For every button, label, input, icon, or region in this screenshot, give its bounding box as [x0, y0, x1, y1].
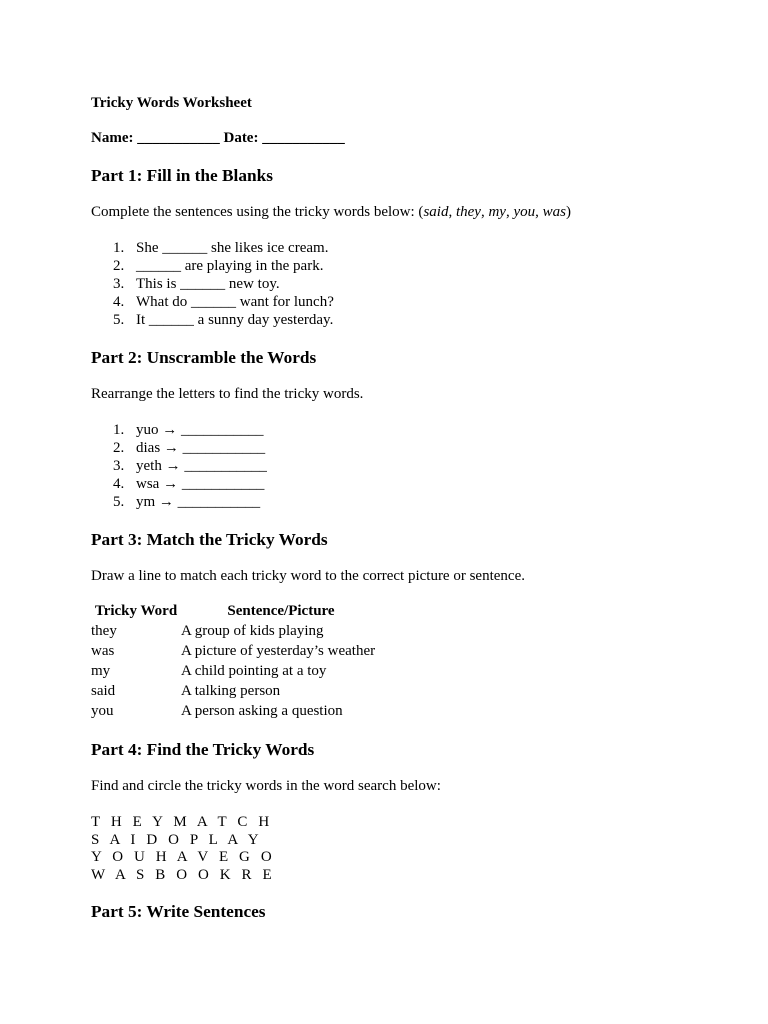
- word-search-row: T H E Y M A T C H: [91, 814, 273, 830]
- word-search-grid: [91, 813, 768, 883]
- scramble-text: yuo → ___________: [136, 422, 264, 438]
- tricky-word-cell: was: [91, 643, 115, 659]
- item-number: 3.: [113, 276, 125, 292]
- scramble-text: dias → ___________: [136, 440, 266, 456]
- list-item: [91, 439, 768, 457]
- list-item: [91, 475, 768, 493]
- tricky-word-cell: you: [91, 703, 114, 719]
- part5-heading: Part 5: Write Sentences: [91, 902, 266, 921]
- part4-instruction: Find and circle the tricky words in the word search below:: [91, 778, 441, 794]
- table-row: [91, 642, 381, 662]
- list-item: [91, 311, 768, 329]
- item-number: 1.: [113, 422, 125, 438]
- scramble-text: ym → ___________: [136, 494, 261, 510]
- part1-heading: Part 1: Fill in the Blanks: [91, 166, 273, 185]
- part2-unscramble-list: [91, 421, 768, 511]
- part2-instruction: Rearrange the letters to find the tricky words.: [91, 386, 364, 402]
- item-number: 5.: [113, 312, 125, 328]
- part1-instruction: Complete the sentences using the tricky words below: (said, they, my, you, was): [91, 204, 571, 220]
- word-my: my: [488, 204, 506, 220]
- word-you: you: [513, 204, 536, 220]
- table-header-row: [91, 602, 381, 622]
- sentence-cell: A talking person: [181, 683, 281, 699]
- match-table: [91, 602, 381, 722]
- item-number: 3.: [113, 458, 125, 474]
- list-item: [91, 493, 768, 511]
- sentence-cell: A child pointing at a toy: [181, 663, 327, 679]
- word-search-row: S A I D O P L A Y: [91, 831, 263, 848]
- item-number: 2.: [113, 440, 125, 456]
- part1-sentence-list: [91, 239, 768, 329]
- list-item: [91, 421, 768, 439]
- sentence-text: This is ______ new toy.: [136, 276, 280, 292]
- tricky-word-cell: my: [91, 663, 111, 679]
- list-item: [91, 293, 768, 311]
- part2-heading: Part 2: Unscramble the Words: [91, 348, 317, 367]
- item-number: 4.: [113, 294, 125, 310]
- list-item: [91, 239, 768, 257]
- word-search-row: Y O U H A V E G O: [91, 849, 276, 865]
- name-date-line: Name: ___________ Date: ___________: [91, 130, 345, 146]
- scramble-text: wsa → ___________: [136, 476, 265, 492]
- list-item: [91, 275, 768, 293]
- part3-heading: Part 3: Match the Tricky Words: [91, 530, 328, 549]
- worksheet-title: Tricky Words Worksheet: [91, 95, 252, 111]
- item-number: 4.: [113, 476, 125, 492]
- table-row: [91, 662, 381, 682]
- sentence-cell: A group of kids playing: [181, 623, 324, 639]
- sentence-cell: A person asking a question: [181, 703, 343, 719]
- word-was: was: [542, 204, 566, 220]
- sentence-text: It ______ a sunny day yesterday.: [136, 312, 334, 328]
- part1-instruction-prefix: Complete the sentences using the tricky words below: (: [91, 204, 424, 220]
- sentence-text: What do ______ want for lunch?: [136, 294, 334, 310]
- tricky-word-cell: said: [91, 683, 116, 699]
- part4-heading: Part 4: Find the Tricky Words: [91, 740, 315, 759]
- list-item: [91, 457, 768, 475]
- scramble-text: yeth → ___________: [136, 458, 267, 474]
- word-they: they: [455, 204, 481, 220]
- word-said: said: [423, 204, 449, 220]
- table-row: [91, 702, 381, 722]
- item-number: 2.: [113, 258, 125, 274]
- sentence-text: ______ are playing in the park.: [136, 258, 324, 274]
- sentence-cell: A picture of yesterday’s weather: [181, 643, 376, 659]
- part3-instruction: Draw a line to match each tricky word to the correct picture or sentence.: [91, 568, 525, 584]
- tricky-word-cell: they: [91, 623, 117, 639]
- table-row: [91, 682, 381, 702]
- part1-instruction-suffix: ): [565, 204, 571, 220]
- column-header-sentence-picture: Sentence/Picture: [227, 603, 335, 619]
- item-number: 5.: [113, 494, 125, 510]
- item-number: 1.: [113, 240, 125, 256]
- list-item: [91, 257, 768, 275]
- table-row: [91, 622, 381, 642]
- sentence-text: She ______ she likes ice cream.: [136, 240, 329, 256]
- word-search-row: W A S B O O K R E: [91, 866, 276, 883]
- column-header-tricky-word: Tricky Word: [94, 603, 178, 619]
